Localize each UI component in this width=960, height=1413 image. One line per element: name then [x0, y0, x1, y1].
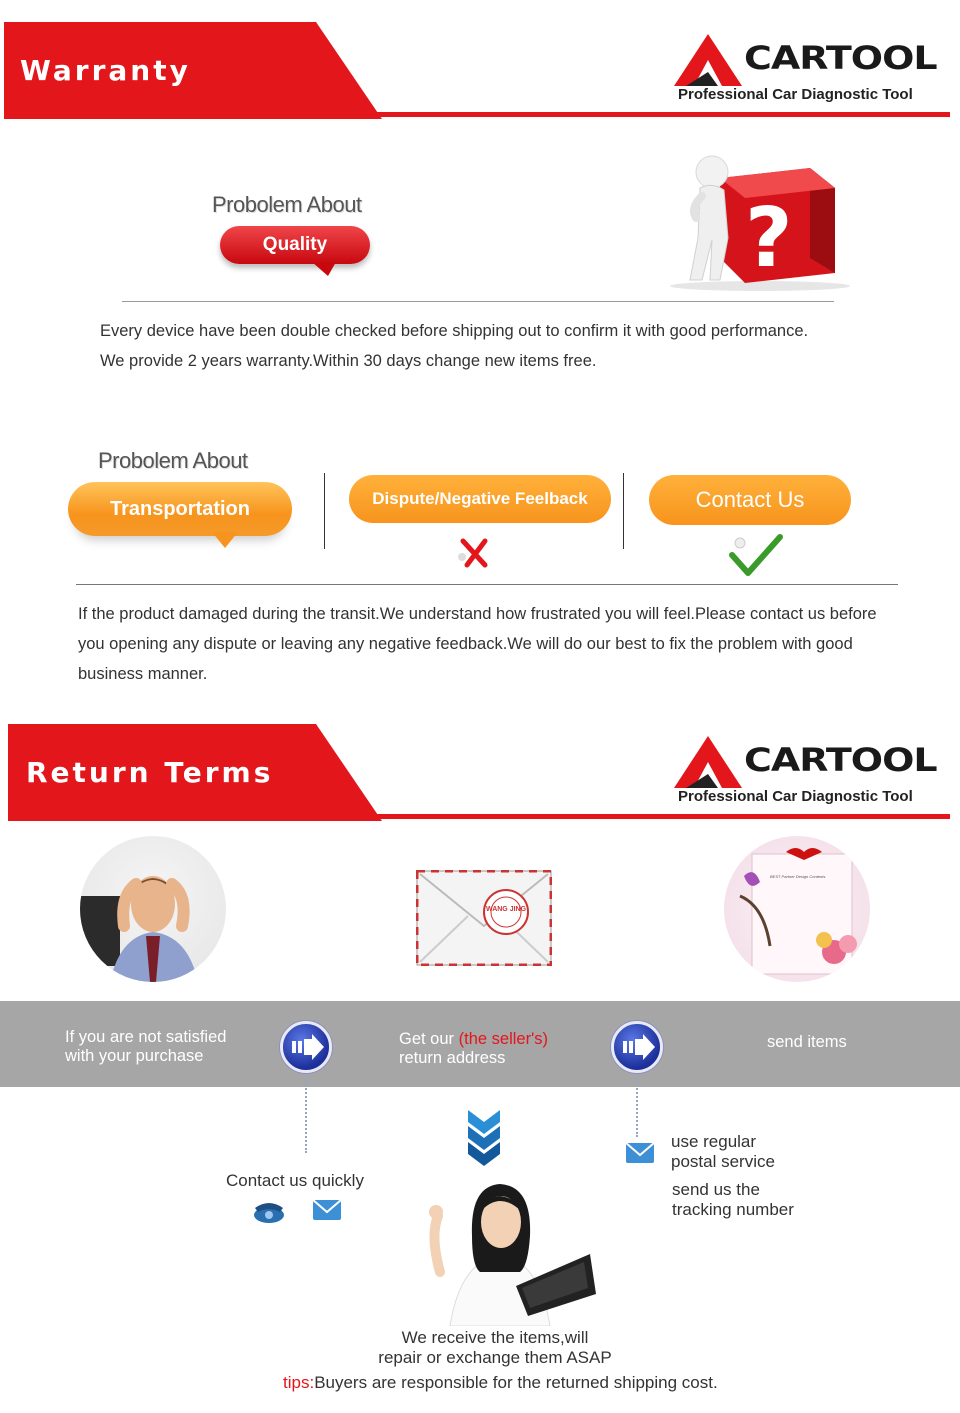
transport-heading: Probolem About — [98, 448, 248, 473]
receive-text — [370, 1328, 620, 1368]
receive-line1: We receive the items,will — [401, 1328, 589, 1347]
step1-connector — [305, 1077, 307, 1153]
warranty-banner — [4, 18, 954, 122]
envelope-image — [416, 870, 552, 966]
return-terms-title: Return Terms — [26, 756, 274, 789]
use-regular-line2: postal service — [671, 1152, 775, 1171]
send-tracking-line2: tracking number — [672, 1200, 794, 1219]
step2-connector — [636, 1077, 638, 1137]
step2-next-arrow — [611, 1021, 663, 1073]
banner-underline — [374, 814, 950, 819]
cross-mark-icon — [455, 537, 491, 569]
transportation-badge-pointer — [212, 532, 238, 550]
transport-separator-1 — [324, 473, 325, 549]
email-icon[interactable] — [312, 1199, 342, 1221]
quality-paragraph-line2: We provide 2 years warranty.Within 30 days change new items free. — [100, 352, 597, 370]
envelope-icon — [416, 870, 552, 966]
transport-paragraph: If the product damaged during the transit.We understand how frustrated you will feel.Please contact us before you opening any dispute or leaving any negative feedback.We will do our best to fix the problem with good business manner. — [78, 605, 877, 683]
quality-badge-label: Quality — [262, 234, 328, 255]
warranty-title: Warranty — [20, 54, 191, 87]
svg-text:?: ? — [745, 191, 793, 286]
right-arrow-icon — [283, 1024, 329, 1070]
step2-prefix: Get our — [399, 1030, 455, 1048]
dispute-feedback-button[interactable] — [349, 475, 611, 523]
letter-paper-illustration — [724, 836, 870, 982]
logo-word: CARTOOL — [744, 39, 937, 77]
quality-badge-pointer — [312, 262, 336, 278]
step2-text — [399, 1030, 548, 1068]
step1-line2: with your purchase — [65, 1047, 204, 1065]
frustrated-man-image — [80, 836, 226, 982]
use-regular-text — [671, 1132, 775, 1172]
use-regular-line1: use regular — [671, 1132, 757, 1151]
logo-tagline: Professional Car Diagnostic Tool — [678, 788, 913, 805]
step2-line2: return address — [399, 1049, 506, 1067]
tips-label: tips: — [283, 1373, 315, 1392]
transport-separator-2 — [623, 473, 624, 549]
logo-word: CARTOOL — [744, 741, 937, 779]
banner-underline — [374, 112, 950, 117]
logo-tagline: Professional Car Diagnostic Tool — [678, 86, 913, 103]
tips-text — [283, 1373, 718, 1393]
support-woman-illustration — [420, 1176, 600, 1326]
send-tracking-line1: send us the — [672, 1180, 760, 1199]
quality-paragraph-line1: Every device have been double checked before shipping out to confirm it with good performance. — [100, 322, 809, 340]
letter-heading: BEST Partner Design Contents — [770, 874, 826, 879]
check-mark-icon — [728, 531, 784, 579]
quality-divider — [122, 301, 834, 302]
contact-quickly-text: Contact us quickly — [226, 1171, 364, 1190]
return-terms-banner — [4, 720, 954, 824]
send-tracking-text — [672, 1180, 794, 1220]
stamp-text: WANG JING — [485, 906, 527, 913]
transportation-badge — [68, 482, 292, 536]
receive-line2: repair or exchange them ASAP — [378, 1348, 612, 1367]
right-arrow-icon — [614, 1024, 660, 1070]
transportation-badge-label: Transportation — [109, 498, 250, 520]
step1-next-arrow — [280, 1021, 332, 1073]
postal-mail-icon — [625, 1140, 655, 1164]
step1-line1: If you are not satisfied — [65, 1028, 227, 1046]
quality-badge — [220, 226, 370, 264]
logo-triangle-icon — [674, 32, 744, 88]
dispute-feedback-label: Dispute/Negative Feelback — [372, 489, 588, 508]
contact-us-label: Contact Us — [695, 487, 805, 512]
telephone-icon[interactable] — [252, 1198, 286, 1224]
step1-text — [65, 1028, 226, 1066]
logo-triangle-icon — [674, 734, 744, 790]
letter-paper-image — [724, 836, 870, 982]
question-mark-figure-icon — [650, 148, 850, 293]
step2-highlight: (the seller's) — [458, 1030, 548, 1048]
step3-text: send items — [767, 1033, 847, 1051]
cartool-logo — [674, 28, 937, 108]
chevron-down-icon — [466, 1108, 502, 1170]
quality-heading: Probolem About — [212, 192, 362, 217]
tips-body: Buyers are responsible for the returned shipping cost. — [314, 1373, 718, 1392]
frustrated-man-illustration — [80, 836, 226, 982]
transport-divider — [76, 584, 898, 585]
contact-us-button[interactable] — [649, 475, 851, 525]
cartool-logo — [674, 730, 937, 810]
